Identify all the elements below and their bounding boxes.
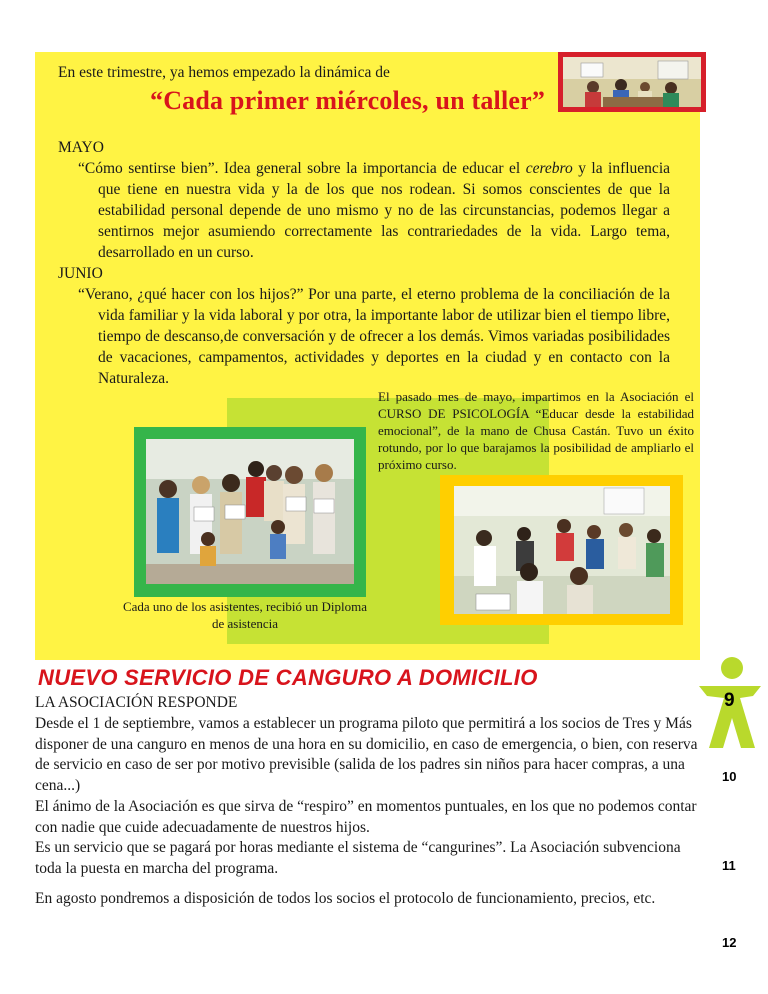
junio-label: JUNIO xyxy=(58,265,103,282)
mayo-paragraph: “Cómo sentirse bien”. Idea general sobre la importancia de educar el cerebro y la influencia que tiene en nuestra vida y la de los que nos rodean. Si somos conscientes de que la estabilidad personal depende de uno mismo y no de las circunstancias, podemos llegar a sentirnos mejor asumiendo correctamente las contrariedades de la vida. Largo tema, desarrollado en un curso. xyxy=(78,160,671,261)
mayo-label: MAYO xyxy=(58,139,104,156)
service-subtitle: LA ASOCIACIÓN RESPONDE xyxy=(35,694,238,711)
workshop-photo-small xyxy=(558,52,706,112)
page-number-12: 12 xyxy=(722,935,737,950)
service-paragraph-4: En agosto pondremos a disposición de todos los socios el protocolo de funcionamiento, precios, etc. xyxy=(35,890,656,907)
course-classroom-photo xyxy=(454,486,670,614)
page-number-10: 10 xyxy=(722,769,737,784)
cerebro-emphasis: cerebro xyxy=(525,160,573,177)
diploma-caption: Cada uno de los asistentes, recibió un Diploma de asistencia xyxy=(122,599,368,631)
intro-text: En este trimestre, ya hemos empezado la dinámica de xyxy=(58,64,390,81)
service-paragraph-1: Desde el 1 de septiembre, vamos a establecer un programa piloto que permitirá a los socios de Tres y Más disponer de una canguro en menos de una hora en su domicilio, en caso de emergencia, o bien, con reserva de servicio en caso de ser por motivo previsible (salida de los padres sin niños para hacer compras, a una cena...) xyxy=(35,715,698,795)
course-description: El pasado mes de mayo, impartimos en la Asociación el CURSO DE PSICOLOGÍA “Educar desde la estabilidad emocional”, de la mano de Chusa Castán. Tuvo un éxito rotundo, por lo que barajamos la posibilidad de ampliarlo el próximo curso. xyxy=(378,389,694,472)
workshop-headline: “Cada primer miércoles, un taller” xyxy=(150,86,546,115)
service-paragraph-3: Es un servicio que se pagará por horas mediante el sistema de “cangurines”. La Asociación subvenciona toda la puesta en marcha del programa. xyxy=(35,839,681,877)
diploma-group-photo xyxy=(146,439,354,584)
service-paragraph-2: El ánimo de la Asociación es que sirva de “respiro” en momentos puntuales, en los que no podemos contar con nadie que cuide adecuadamente de nuestros hijos. xyxy=(35,798,697,836)
page-number-current: 9 xyxy=(724,690,735,711)
service-title: NUEVO SERVICIO DE CANGURO A DOMICILIO xyxy=(38,665,538,690)
page-number-11: 11 xyxy=(722,858,736,873)
junio-paragraph: “Verano, ¿qué hacer con los hijos?” Por una parte, el eterno problema de la conciliación de la vida familiar y la vida laboral y por otra, la importante labor de utilizar bien el tiempo libre, tiempo de descanso,de conversación y de ofrecer a los demás. Vimos variadas posibilidades de vacaciones, campamentos, actividades y deportes en la ciudad y en contacto con la Naturaleza. xyxy=(78,286,670,387)
